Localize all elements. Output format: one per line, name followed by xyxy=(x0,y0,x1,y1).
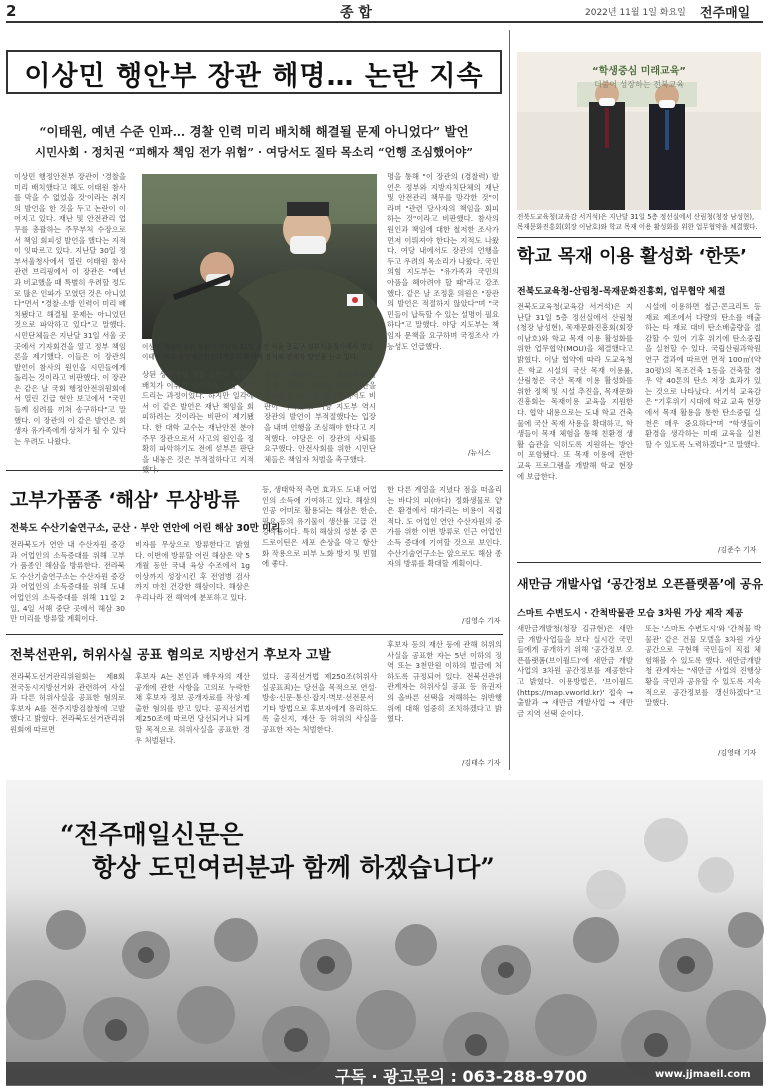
paper-name: 전주매일 xyxy=(700,6,751,21)
advert-url[interactable]: www.jjmaeil.com xyxy=(655,1069,751,1080)
election-top-rule xyxy=(6,634,503,635)
right-photo-caption: 전북도교육청(교육감 서거석)은 지난달 31일 5층 정선실에서 산림청(청장 남성현), 목재문화진흥회(회장 이남호)와 학교 목재 이용 활성화를 위한 업무협약을 체결했다. xyxy=(517,213,758,231)
wood-col-2: 시설에 이용하면 철근·콘크리트 등 재료 제조에서 다량의 탄소를 배출하는 타 재료 대비 탄소배출량을 절감할 수 있어 기후 위기에 탄소중립을 실천할 수 있다. 국립산림과학원 연구 결과에 따르면 면적 100㎡(약 30평)의 목조건축 1동을 건축할 경우 약 40톤의 탄소 저장 효과가 있는 것으로 나타났다. 서거석 교육감은 "기후위기 시대에 학교 교육 현장에서 목재 활용을 통한 탄소중립 실천은 매우 중요하다"며 "학생들이 환경을 생각하는 미래 교육을 실천할 수 있도록 노력하겠다"고 말했다. xyxy=(645,302,761,449)
vertical-divider xyxy=(509,30,510,770)
main-byline: /뉴시스 xyxy=(468,449,491,457)
advert-line-1: “전주매일신문은 xyxy=(60,820,244,849)
banner-subtext: 더불어 성장하는 전북교육 xyxy=(593,80,685,89)
saemangeum-subheadline: 스마트 수변도시 · 간척박물관 모습 3차원 가상 제작 제공 xyxy=(517,609,744,619)
main-photo-caption: 이상민 행정안전부 장관이 지난달 31일 오전 서울 종로구 정부서울청사에서 열린 이태원 사고 중앙재난안전대책본부 회의에 참석해 관계자 발언을 듣고 있다. xyxy=(142,343,374,361)
banner-text: “학생중심 미래교육” xyxy=(592,66,686,77)
main-subheadline-1: “이태원, 예년 수준 인파… 경찰 인력 미리 배치해 해결될 문제 아니었다” 발언 xyxy=(39,124,469,139)
election-col-1: 전라북도선거관리위원회는 제8회 전국동시지방선거와 관련하여 사실과 다른 허위사실을 공표한 혐의로 후보자 A를 전주지방검찰청에 고발했다고 밝혔다. 전라북도선거관리위원회에 따르면 xyxy=(10,672,125,734)
saemangeum-col-2: 또는 '스마트 수변도시'와 '간척물 박물관' 같은 건물 모델을 3차원 가상 공간으로 구현해 국민들이 직접 체험해볼 수 있도록 했다. 새만금개발청 관계자는 "새만금 사업의 진행상황을 국민과 공유할 수 있도록 지속적으로 공간정보를 갱신하겠다"고 말했다. xyxy=(645,624,761,708)
section-title: 종 합 xyxy=(340,5,372,21)
minister-photo-image xyxy=(142,174,377,339)
main-col-1: 이상민 행정안전부 장관이 '경찰을 미리 배치했다고 해도 이태원 참사를 막을 수 없었을 것'이라는 취지의 발언을 한 것을 두고 논란이 이어지고 있다. 재난 및 안전관리 업무를 총괄하는 주무부처 수장으로서 책임 회피성 발언을 했다는 지적이 잇따르고 있다. 지난달 30일 정부서울청사에서 열린 이태원 참사 관련 브리핑에서 이 장관은 "예년과 비교했을 때 특별히 우려할 정도로 많은 인파가 모였던 것은 아니었다"면서 "경찰·소방 인력이 미리 배치됐다고 해결될 문제는 아니었던 것으로 파악하고 있다"고 말했다. 시민단체들은 지난달 31일 서울 곳곳에서 기자회견을 열고 정부 책임론을 제기했다. 이들은 이 장관의 발언이 참사의 원인을 시민들에게 돌리는 것이라고 비판했다. 이 장관은 같은 날 국회 행정안전위원회에서 열린 긴급 현안 보고에서 "국민들께 심려를 끼쳐 송구하다"고 말했다. 이 장관의 이 같은 발언은 희생자 유가족에게 상처가 될 수 있다는 우려도 나왔다. xyxy=(14,172,126,446)
wood-subheadline: 전북도교육청-산림청-목재문화진흥회, 업무협약 체결 xyxy=(517,287,726,297)
main-subheadline-2: 시민사회 · 정치권 “피해자 책임 전가 위험” · 여당서도 질타 목소리 “언행 조심했어야” xyxy=(35,145,473,159)
header-rule xyxy=(6,21,763,23)
election-col-2: 후보자 A는 본인과 배우자의 재산 공개에 관한 사항을 고의로 누락한 채 후보자 정보 공개자료를 작성·제출한 혐의를 받고 있다. 공직선거법 제250조에 따르면 당선되거나 되게 할 목적으로 허위사실을 공표한 경우 처벌된다. xyxy=(135,672,250,745)
main-col-2: 상된 상황에서 경찰·소방의 적절한 배치가 이뤄진 것이라는 점을 말씀드리는 과정이었다. 하지만 일각에서 이 같은 발언은 재난 책임을 회피하려는 것이라는 비판이 제기됐다. 한 대학 교수는 재난안전 분야 주무 장관으로서 사고의 원인을 정확히 파악하기도 전에 섣부른 판단을 내놓은 것은 부적절하다고 지적 xyxy=(142,370,254,464)
abalone-subheadline: 전북도 수산기술연구소, 군산 · 부안 연안에 어린 해삼 30만 미리 xyxy=(10,523,281,534)
main-headline: 이상민 행안부 장관 해명… 논란 지속 xyxy=(24,61,484,92)
saemangeum-top-rule xyxy=(517,562,761,563)
saemangeum-headline: 새만금 개발사업 ‘공간정보 오픈플랫폼’에 공유 xyxy=(517,577,764,591)
saemangeum-col-1: 새만금개발청(청장 김규현)은 새만금 개발사업들을 보다 실시간 국민들에게 공개하기 위해 '공간정보 오픈플랫폼(브이월드)'에 새만금 개발사업의 3차원 공간정보를 제공한다고 밝혔다. 이용방법은, '브이월드(https://map.vworld.kr)' 접속 → 출발과 → 새만금 개발사업 → 새만금 지역 선택 순이다. xyxy=(517,624,633,718)
abalone-col-3: 등, 생태학적 측면 효과도 도내 어업인의 소득에 기여하고 있다. 해삼의 인공 어미로 활용되는 해삼은 한순, 필요 등의 유기물이 생산률 고급 건강식품이다. 특히 해삼의 성분 중 콘드로이틴은 세포 손상을 막고 항산화 작용으로 피부 노화 방지 및 빈혈에 좋다. xyxy=(262,485,377,569)
advert-contact: 구독 · 광고문의 : 063-288-9700 xyxy=(335,1067,588,1086)
abalone-col-1: 전라북도가 연안 내 수산자원 증강과 어업인의 소득증대를 위해 고부가 품종인 해삼을 방류한다. 전라북도 수산기술연구소는 수산자원 증강과 어업인의 소득증대를 위해 도내 어업인의 소득증대를 위해 11일 2일, 4일 서해 중단 곳에서 해삼 30만 미리를 방류할 계획이다. xyxy=(10,540,125,624)
issue-date: 2022년 11월 1일 화요일 xyxy=(585,8,686,18)
wood-byline: /김준수 기자 xyxy=(718,546,757,554)
saemangeum-byline: /김영태 기자 xyxy=(718,749,757,757)
election-col-4: 후보자 등의 재산 등에 관해 허위의 사실을 공표한 자는 5년 이하의 징역 또는 3천만원 이하의 벌금에 처하도록 규정되어 있다. 전북선관위 관계자는 허위사실 공표 등 유권자의 올바른 선택을 저해하는 위반행위에 대해 엄중히 조치하겠다고 밝혔다. xyxy=(387,640,502,724)
election-byline: /김태수 기자 xyxy=(462,759,501,767)
election-headline: 전북선관위, 허위사실 공표 혐의로 지방선거 후보자 고발 xyxy=(10,648,331,663)
main-photo xyxy=(142,174,377,339)
election-col-3: 었다. 공직선거법 제250조(허위사실공표죄)는 당선을 목적으로 연설·방송·신문·통신·잡지·벽보·선전문서 기타 방법으로 후보자에게 유리하도록 출신지, 재산 등 허위의 사실을 공표한 자는 처벌한다. xyxy=(262,672,377,734)
abalone-top-rule xyxy=(6,470,503,471)
main-col-4: 명을 통해 "이 장관의 (경찰력) 발언은 정부와 지방자치단체의 재난 및 안전관리 책무를 망각한 것"이라며 "관련 당사자의 책임을 회피하는 것"이라고 비판했다. 참사의 원인과 책임에 대한 철저한 조사가 먼저 이뤄져야 한다는 지적도 나왔다. 여당 내에서도 장관의 언행을 두고 우려의 목소리가 나왔다. 국민의힘 지도부는 "유가족과 국민의 아픔을 헤아려야 할 때"라고 강조했다. 같은 날 조정훈 의원은 "장관의 발언은 적절하지 않았다"며 "국민들이 납득할 수 있는 설명이 필요하다"고 말했다. 야당 지도부는 책임자 문책을 요구하며 국정조사 가능성도 언급했다. xyxy=(387,172,499,351)
wood-headline: 학교 목재 이용 활성화 ‘한뜻’ xyxy=(517,246,748,267)
page-number: 2 xyxy=(6,2,17,20)
abalone-byline: /김영수 기자 xyxy=(462,617,501,625)
main-col-3: 경찰이 '책임이 무엇인지 규명할 필요가 있다'며 정부에 대한 비판을 강화하고 나섰다. 정치권에서도 비판이 이어졌다. 여당 지도부 역시 장관의 발언이 부적절했다는 입장을 내며 언행을 조심해야 한다고 지적했다. 야당은 이 장관의 사퇴를 요구했다. 안전사회를 위한 시민단체들은 책임자 처벌을 촉구했다. xyxy=(264,370,376,464)
abalone-col-4: 한 다른 계열을 지녔다 점을 떠올리는 바다의 피(바다) 정화생물로 얕은 환경에서 대가리는 비용이 직접 적다. 도 어업인 연안 수산자원의 증가를 위한 이번 방류로 인근 어업인 소득 증대에 기여할 것으로 보인다. 수산기술연구소는 앞으로도 해삼 종자의 방류를 확대할 계획이다. xyxy=(387,485,502,569)
abalone-headline: 고부가품종 ‘해삼’ 무상방류 xyxy=(10,489,240,511)
wood-top-rule xyxy=(517,237,761,238)
wood-col-1: 전북도교육청(교육감 서거석)은 지난달 31일 5층 정선실에서 산림청(청장 남성현), 목재문화진흥회(회장 이남호)와 학교 목재 이용 활성화를 위한 업무협약(MOU)을 체결했다고 밝혔다. 이날 협약에 따라 도교육청은 학교 시설의 국산 목재 이용률, 산림청은 국산 목재 이용 활성화를 위한 정책 및 시설 추진을, 목재문화진흥회는 목재이용 교육을 지원한다. 협약 내용으로는 도내 학교 건축물에 국산 목재 사용을 확대하고, 학생들이 목재 체험을 통해 친환경 생활 습관을 익히도록 지원하는 방안이 포함됐다. 또 목재 이용에 관한 교육 프로그램을 개발해 학교 현장에 보급한다. xyxy=(517,302,633,481)
advert-line-2: 항상 도민여러분과 함께 하겠습니다” xyxy=(92,853,495,882)
abalone-col-2: 비자를 무상으로 방류한다고 밝혔다. 이번에 방류할 어린 해삼은 약 5개월 동안 국내 육상 수조에서 1g 이상까지 성장시킨 후 전염병 검사까지 마친 건강한 해삼이다. 해삼은 우리나라 전 해역에 분포하고 있다. xyxy=(135,540,250,602)
